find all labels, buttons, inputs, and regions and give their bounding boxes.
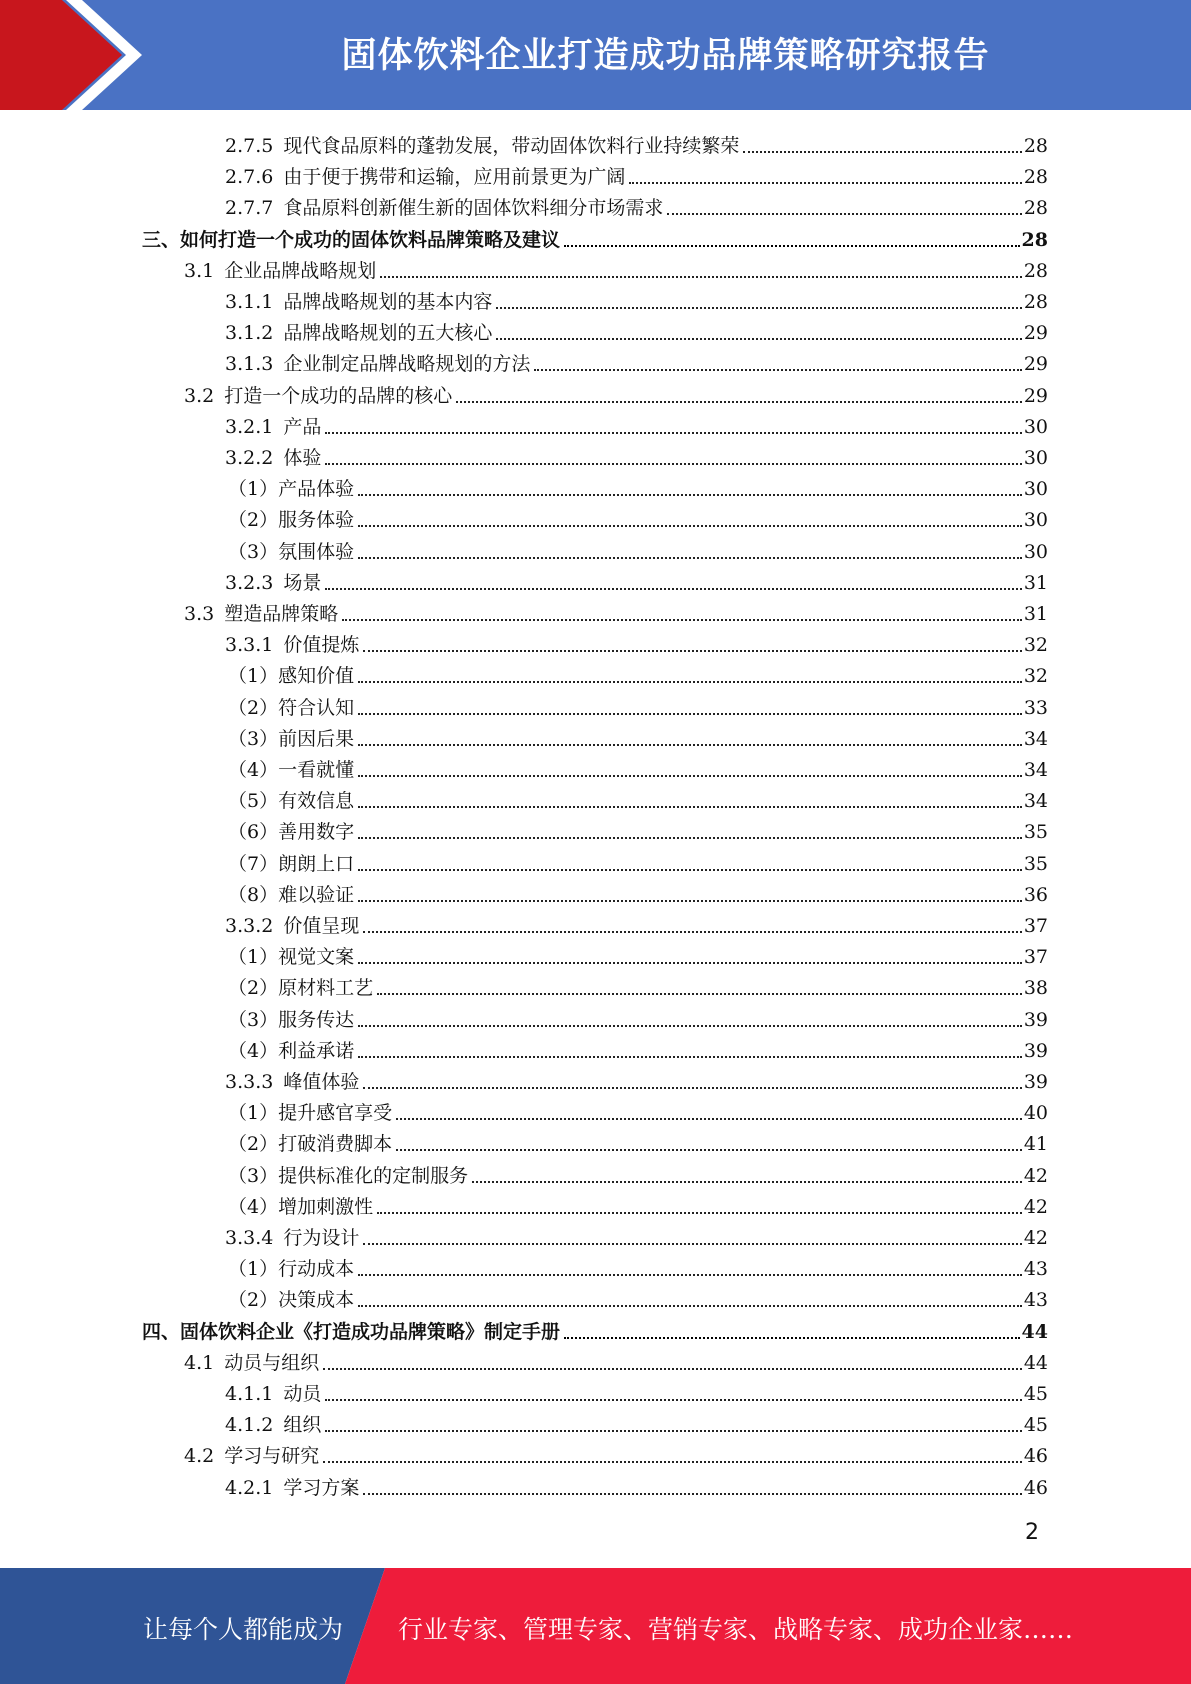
- toc-entry-title: 品牌战略规划的基本内容: [283, 291, 493, 313]
- toc-entry[interactable]: [228, 720, 1048, 751]
- toc-entry-title: 服务传达: [278, 1009, 355, 1031]
- toc-dot-leader: [363, 1086, 1021, 1089]
- toc-dot-leader: [396, 1117, 1022, 1120]
- toc-entry-page: 45: [1023, 1383, 1048, 1405]
- toc-entry-number: （4）: [228, 1040, 279, 1062]
- toc-entry-title: 三、如何打造一个成功的固体饮料品牌策略及建议: [142, 229, 561, 251]
- toc-dot-leader: [323, 1367, 1022, 1370]
- toc-dot-leader: [358, 774, 1022, 777]
- toc-entry-page: 45: [1023, 1414, 1048, 1436]
- toc-entry-page: 34: [1023, 759, 1048, 781]
- toc-entry-page: 46: [1023, 1445, 1048, 1467]
- toc-entry-title: 提升感官享受: [278, 1102, 393, 1124]
- toc-entry-number: （4）: [228, 759, 279, 781]
- toc-dot-leader: [325, 431, 1021, 434]
- toc-entry-title: 善用数字: [278, 821, 355, 843]
- toc-entry-title: 提供标准化的定制服务: [278, 1165, 469, 1187]
- toc-entry-number: 2.7.7: [225, 197, 274, 219]
- toc-entry-number: 2.7.5: [225, 135, 274, 157]
- page-header: [0, 0, 1191, 110]
- toc-entry-number: 4.2.1: [225, 1477, 274, 1499]
- toc-entry-number: （2）: [228, 1133, 279, 1155]
- toc-entry-page: 44: [1023, 1352, 1048, 1374]
- toc-entry-page: 28: [1021, 229, 1048, 251]
- toc-entry-number: 3.2.2: [225, 447, 274, 469]
- toc-dot-leader: [325, 587, 1021, 590]
- toc-entry-title: 食品原料创新催生新的固体饮料细分市场需求: [283, 197, 664, 219]
- toc-entry-number: （8）: [228, 884, 279, 906]
- toc-entry-page: 42: [1023, 1196, 1048, 1218]
- page-footer: [0, 1568, 1191, 1684]
- toc-entry-number: （1）: [228, 1258, 279, 1280]
- toc-entry-title: 由于便于携带和运输，应用前景更为广阔: [283, 166, 626, 188]
- toc-entry[interactable]: [142, 221, 1048, 252]
- toc-entry-number: 3.2.1: [225, 416, 274, 438]
- toc-entry-title: 符合认知: [278, 697, 355, 719]
- toc-dot-leader: [363, 649, 1021, 652]
- toc-dot-leader: [496, 337, 1021, 340]
- toc-entry-title: 服务体验: [278, 509, 355, 531]
- toc-entry-number: （1）: [228, 665, 279, 687]
- toc-entry[interactable]: [142, 1313, 1048, 1344]
- toc-entry[interactable]: [184, 377, 1048, 408]
- toc-entry-page: 32: [1023, 634, 1048, 656]
- toc-entry-number: 3.1.3: [225, 353, 274, 375]
- toc-entry[interactable]: [228, 470, 1048, 501]
- toc-entry[interactable]: [228, 533, 1048, 564]
- toc-entry-page: 34: [1023, 790, 1048, 812]
- toc-entry-page: 28: [1023, 197, 1048, 219]
- toc-entry-title: 组织: [283, 1414, 322, 1436]
- toc-entry-number: （5）: [228, 790, 279, 812]
- toc-entry[interactable]: [228, 689, 1048, 720]
- toc-entry-number: （1）: [228, 1102, 279, 1124]
- toc-entry-title: 一看就懂: [278, 759, 355, 781]
- toc-dot-leader: [325, 1429, 1021, 1432]
- toc-entry-page: 35: [1023, 853, 1048, 875]
- toc-dot-leader: [377, 992, 1022, 995]
- toc-entry-title: 打造一个成功的品牌的核心: [224, 385, 453, 407]
- toc-entry-number: 3.3.1: [225, 634, 274, 656]
- toc-entry[interactable]: [228, 1188, 1048, 1219]
- toc-entry-title: 难以验证: [278, 884, 355, 906]
- toc-entry-page: 44: [1021, 1321, 1048, 1343]
- toc-entry-page: 42: [1023, 1165, 1048, 1187]
- report-title: 固体饮料企业打造成功品牌策略研究报告: [341, 36, 990, 76]
- toc-entry[interactable]: [228, 845, 1048, 876]
- toc-entry-title: 品牌战略规划的五大核心: [283, 322, 493, 344]
- toc-entry[interactable]: [225, 439, 1048, 470]
- toc-entry[interactable]: [225, 564, 1048, 595]
- toc-entry-number: 2.7.6: [225, 166, 274, 188]
- toc-entry-page: 29: [1023, 353, 1048, 375]
- toc-entry[interactable]: [184, 1437, 1048, 1468]
- toc-dot-leader: [358, 805, 1022, 808]
- toc-entry-number: 3.2: [184, 385, 215, 407]
- toc-dot-leader: [325, 1398, 1021, 1401]
- toc-entry-page: 37: [1023, 915, 1048, 937]
- toc-dot-leader: [564, 244, 1020, 247]
- toc-entry[interactable]: [228, 1094, 1048, 1125]
- toc-dot-leader: [496, 306, 1021, 309]
- toc-dot-leader: [363, 1242, 1021, 1245]
- toc-entry[interactable]: [225, 189, 1048, 220]
- toc-entry-page: 38: [1023, 977, 1048, 999]
- toc-dot-leader: [358, 712, 1022, 715]
- toc-entry-title: 行动成本: [278, 1258, 355, 1280]
- toc-dot-leader: [358, 493, 1022, 496]
- toc-entry-page: 34: [1023, 728, 1048, 750]
- footer-slogan-left: 让每个人都能成为: [143, 1615, 344, 1644]
- toc-entry-number: 3.1: [184, 260, 215, 282]
- toc-entry-page: 39: [1023, 1009, 1048, 1031]
- toc-dot-leader: [472, 1180, 1022, 1183]
- toc-entry[interactable]: [225, 1375, 1048, 1406]
- toc-entry-title: 前因后果: [278, 728, 355, 750]
- toc-entry-number: （4）: [228, 1196, 279, 1218]
- toc-entry-page: 43: [1023, 1258, 1048, 1280]
- toc-dot-leader: [358, 1024, 1022, 1027]
- toc-entry-page: 28: [1023, 166, 1048, 188]
- toc-entry-page: 30: [1023, 416, 1048, 438]
- toc-entry-page: 33: [1023, 697, 1048, 719]
- toc-entry[interactable]: [225, 1469, 1048, 1500]
- toc-entry-page: 29: [1023, 322, 1048, 344]
- toc-entry-number: （1）: [228, 478, 279, 500]
- toc-entry-number: （3）: [228, 728, 279, 750]
- toc-entry-title: 打破消费脚本: [278, 1133, 393, 1155]
- toc-entry[interactable]: [184, 1344, 1048, 1375]
- toc-dot-leader: [564, 1336, 1020, 1339]
- toc-entry-number: （2）: [228, 509, 279, 531]
- toc-entry-page: 37: [1023, 946, 1048, 968]
- toc-entry-number: （3）: [228, 541, 279, 563]
- toc-entry-title: 动员与组织: [224, 1352, 320, 1374]
- toc-entry[interactable]: [228, 501, 1048, 532]
- toc-entry-number: 3.3.2: [225, 915, 274, 937]
- toc-dot-leader: [667, 212, 1021, 215]
- toc-entry-page: 31: [1023, 572, 1048, 594]
- toc-entry[interactable]: [225, 283, 1048, 314]
- toc-entry-title: 行为设计: [283, 1227, 360, 1249]
- toc-entry-number: 3.1.2: [225, 322, 274, 344]
- toc-entry[interactable]: [225, 626, 1048, 657]
- toc-entry-number: 4.1: [184, 1352, 215, 1374]
- toc-entry-page: 43: [1023, 1289, 1048, 1311]
- red-chevron-icon: [0, 0, 160, 110]
- toc-dot-leader: [358, 899, 1022, 902]
- toc-entry-title: 学习与研究: [224, 1445, 320, 1467]
- toc-entry[interactable]: [228, 1281, 1048, 1312]
- toc-dot-leader: [325, 462, 1021, 465]
- toc-entry-title: 价值提炼: [283, 634, 360, 656]
- toc-entry-number: （7）: [228, 853, 279, 875]
- toc-dot-leader: [396, 1148, 1022, 1151]
- toc-entry-page: 46: [1023, 1477, 1048, 1499]
- toc-entry-page: 30: [1023, 478, 1048, 500]
- toc-entry-page: 29: [1023, 385, 1048, 407]
- toc-entry[interactable]: [184, 595, 1048, 626]
- toc-entry[interactable]: [225, 907, 1048, 938]
- toc-entry-page: 39: [1023, 1040, 1048, 1062]
- toc-entry-number: （3）: [228, 1009, 279, 1031]
- toc-dot-leader: [358, 556, 1022, 559]
- toc-dot-leader: [363, 1492, 1021, 1495]
- toc-entry-number: 3.1.1: [225, 291, 274, 313]
- toc-entry[interactable]: [184, 252, 1048, 283]
- toc-entry-title: 现代食品原料的蓬勃发展，带动固体饮料行业持续繁荣: [283, 135, 740, 157]
- toc-dot-leader: [358, 836, 1022, 839]
- toc-entry-number: （2）: [228, 1289, 279, 1311]
- toc-entry-number: 3.3.3: [225, 1071, 274, 1093]
- toc-dot-leader: [358, 868, 1022, 871]
- toc-entry-page: 31: [1023, 603, 1048, 625]
- toc-dot-leader: [377, 1211, 1022, 1214]
- toc-entry[interactable]: [225, 1063, 1048, 1094]
- toc-entry[interactable]: [228, 1001, 1048, 1032]
- toc-entry-number: （2）: [228, 977, 279, 999]
- toc-dot-leader: [456, 400, 1022, 403]
- toc-entry-number: 4.1.1: [225, 1383, 274, 1405]
- toc-dot-leader: [358, 1304, 1022, 1307]
- toc-entry-title: 峰值体验: [283, 1071, 360, 1093]
- page-number: 2: [1025, 1520, 1039, 1545]
- toc-entry-page: 30: [1023, 509, 1048, 531]
- toc-entry[interactable]: [225, 345, 1048, 376]
- toc-entry-number: 4.1.2: [225, 1414, 274, 1436]
- toc-entry-page: 28: [1023, 291, 1048, 313]
- toc-entry-number: （3）: [228, 1165, 279, 1187]
- toc-entry-title: 决策成本: [278, 1289, 355, 1311]
- toc-entry[interactable]: [228, 969, 1048, 1000]
- toc-entry-page: 30: [1023, 447, 1048, 469]
- toc-entry-page: 28: [1023, 260, 1048, 282]
- toc-entry-title: 四、固体饮料企业《打造成功品牌策略》制定手册: [142, 1321, 561, 1343]
- toc-entry-title: 利益承诺: [278, 1040, 355, 1062]
- toc-dot-leader: [534, 368, 1021, 371]
- toc-entry-title: 原材料工艺: [278, 977, 374, 999]
- toc-entry[interactable]: [228, 782, 1048, 813]
- toc-entry-title: 产品体验: [278, 478, 355, 500]
- toc-entry-number: 3.3: [184, 603, 215, 625]
- toc-entry[interactable]: [228, 1032, 1048, 1063]
- toc-entry-title: 朗朗上口: [278, 853, 355, 875]
- toc-entry[interactable]: [228, 876, 1048, 907]
- toc-entry-title: 学习方案: [283, 1477, 360, 1499]
- toc-entry-page: 32: [1023, 665, 1048, 687]
- footer-slogan-right: 行业专家、管理专家、营销专家、战略专家、成功企业家……: [398, 1615, 1074, 1644]
- toc-entry[interactable]: [228, 938, 1048, 969]
- toc-entry[interactable]: [228, 751, 1048, 782]
- toc-dot-leader: [358, 524, 1022, 527]
- toc-entry-title: 塑造品牌策略: [224, 603, 339, 625]
- toc-entry-number: 4.2: [184, 1445, 215, 1467]
- toc-entry-title: 体验: [283, 447, 322, 469]
- toc-entry[interactable]: [225, 1219, 1048, 1250]
- toc-entry[interactable]: [225, 127, 1048, 158]
- toc-entry-page: 35: [1023, 821, 1048, 843]
- toc-dot-leader: [358, 1273, 1022, 1276]
- toc-dot-leader: [358, 743, 1022, 746]
- toc-dot-leader: [743, 150, 1021, 153]
- toc-dot-leader: [342, 618, 1022, 621]
- toc-entry-page: 36: [1023, 884, 1048, 906]
- toc-entry-number: 3.3.4: [225, 1227, 274, 1249]
- toc-dot-leader: [358, 961, 1022, 964]
- toc-entry-page: 42: [1023, 1227, 1048, 1249]
- toc-dot-leader: [358, 680, 1022, 683]
- toc-entry-number: 3.2.3: [225, 572, 274, 594]
- toc-entry-title: 产品: [283, 416, 322, 438]
- toc-entry-title: 企业品牌战略规划: [224, 260, 377, 282]
- toc-entry-title: 增加刺激性: [278, 1196, 374, 1218]
- toc-entry-title: 场景: [283, 572, 322, 594]
- toc-entry[interactable]: [228, 657, 1048, 688]
- toc-entry-page: 41: [1023, 1133, 1048, 1155]
- toc-entry[interactable]: [225, 408, 1048, 439]
- toc-entry-title: 企业制定品牌战略规划的方法: [283, 353, 531, 375]
- toc-dot-leader: [358, 1055, 1022, 1058]
- toc-entry[interactable]: [225, 1406, 1048, 1437]
- toc-entry[interactable]: [228, 1157, 1048, 1188]
- toc-entry-title: 视觉文案: [278, 946, 355, 968]
- toc-entry-page: 39: [1023, 1071, 1048, 1093]
- toc-entry-title: 有效信息: [278, 790, 355, 812]
- toc-entry[interactable]: [225, 314, 1048, 345]
- toc-entry[interactable]: [228, 1250, 1048, 1281]
- toc-entry-page: 28: [1023, 135, 1048, 157]
- toc-entry[interactable]: [225, 158, 1048, 189]
- toc-entry[interactable]: [228, 813, 1048, 844]
- toc-entry-number: （6）: [228, 821, 279, 843]
- toc-entry-page: 40: [1023, 1102, 1048, 1124]
- toc-dot-leader: [323, 1460, 1022, 1463]
- toc-dot-leader: [629, 181, 1021, 184]
- toc-entry-number: （1）: [228, 946, 279, 968]
- toc-entry-title: 感知价值: [278, 665, 355, 687]
- toc-entry-page: 30: [1023, 541, 1048, 563]
- toc-dot-leader: [380, 275, 1022, 278]
- toc-entry-number: （2）: [228, 697, 279, 719]
- toc-entry-title: 动员: [283, 1383, 322, 1405]
- toc-entry[interactable]: [228, 1125, 1048, 1156]
- toc-entry-title: 价值呈现: [283, 915, 360, 937]
- toc-dot-leader: [363, 930, 1021, 933]
- toc-entry-title: 氛围体验: [278, 541, 355, 563]
